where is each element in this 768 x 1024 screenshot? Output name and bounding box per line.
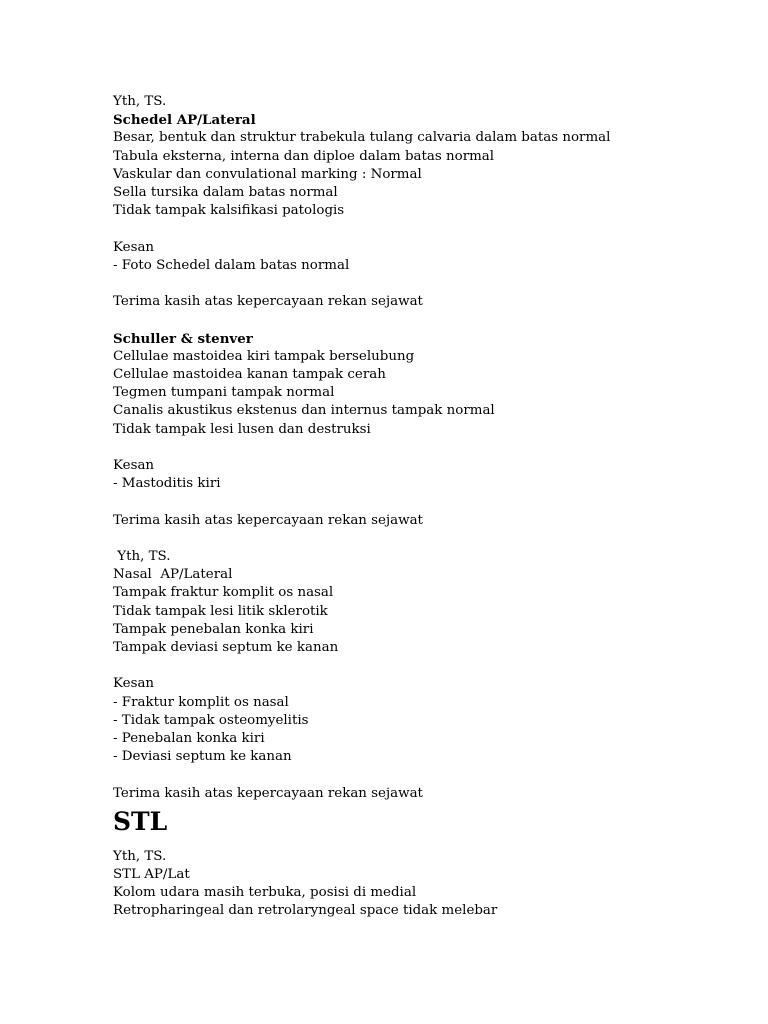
blank-line xyxy=(113,530,733,548)
text-line: Tabula eksterna, interna dan diploe dalam batas normal xyxy=(113,148,495,164)
text-line: - Deviasi septum ke kanan xyxy=(113,749,292,765)
text-line: Tampak penebalan konka kiri xyxy=(113,621,314,637)
text-line: Retropharingeal dan retrolaryngeal space tidak melebar xyxy=(113,903,498,919)
blank-line xyxy=(113,439,733,457)
section-title: Schedel AP/Lateral xyxy=(113,112,256,129)
text-line: Kesan xyxy=(113,676,155,692)
text-line: Tampak deviasi septum ke kanan xyxy=(113,640,339,655)
text-line: Kesan xyxy=(113,239,155,255)
text-line: - Foto Schedel dalam batas normal xyxy=(113,257,350,273)
blank-line xyxy=(113,311,733,329)
text-line: Tidak tampak lesi lusen dan destruksi xyxy=(113,421,371,437)
text-line: Yth, TS. xyxy=(113,848,167,864)
document-body xyxy=(113,93,733,921)
blank-line xyxy=(113,275,733,293)
text-line: Cellulae mastoidea kiri tampak berselubung xyxy=(113,348,415,364)
text-line: - Penebalan konka kiri xyxy=(113,731,265,746)
text-line: Yth, TS. xyxy=(113,94,167,109)
text-line: Tidak tampak lesi litik sklerotik xyxy=(113,603,328,619)
text-line: Tampak fraktur komplit os nasal xyxy=(113,585,334,601)
text-line: Canalis akustikus ekstenus dan internus tampak normal xyxy=(113,403,495,419)
text-line: Tegmen tumpani tampak normal xyxy=(113,385,335,401)
text-line: - Fraktur komplit os nasal xyxy=(113,694,289,710)
text-line: Yth, TS. xyxy=(113,548,171,564)
blank-line xyxy=(113,766,733,784)
text-line: Kolom udara masih terbuka, posisi di medial xyxy=(113,885,417,901)
heading: STL xyxy=(113,806,168,836)
text-line: Terima kasih atas kepercayaan rekan sejawat xyxy=(113,512,423,528)
text-line: Cellulae mastoidea kanan tampak cerah xyxy=(113,367,386,382)
section-title: Schuller & stenver xyxy=(113,330,253,347)
text-line: Sella tursika dalam batas normal xyxy=(113,185,338,201)
text-line: Terima kasih atas kepercayaan rekan sejawat xyxy=(113,785,423,801)
text-line: - Tidak tampak osteomyelitis xyxy=(113,712,309,728)
text-line: Besar, bentuk dan struktur trabekula tulang calvaria dalam batas normal xyxy=(113,130,611,146)
blank-line xyxy=(113,220,733,238)
blank-line xyxy=(113,493,733,511)
text-line: Nasal AP/Lateral xyxy=(113,567,233,583)
text-line: Kesan xyxy=(113,458,155,473)
text-line: - Mastoditis kiri xyxy=(113,476,221,492)
text-line: Tidak tampak kalsifikasi patologis xyxy=(113,203,345,219)
blank-line xyxy=(113,657,733,675)
text-line: Vaskular dan convulational marking : Normal xyxy=(113,166,422,182)
text-line: STL AP/Lat xyxy=(113,867,190,882)
text-line: Terima kasih atas kepercayaan rekan sejawat xyxy=(113,294,423,310)
